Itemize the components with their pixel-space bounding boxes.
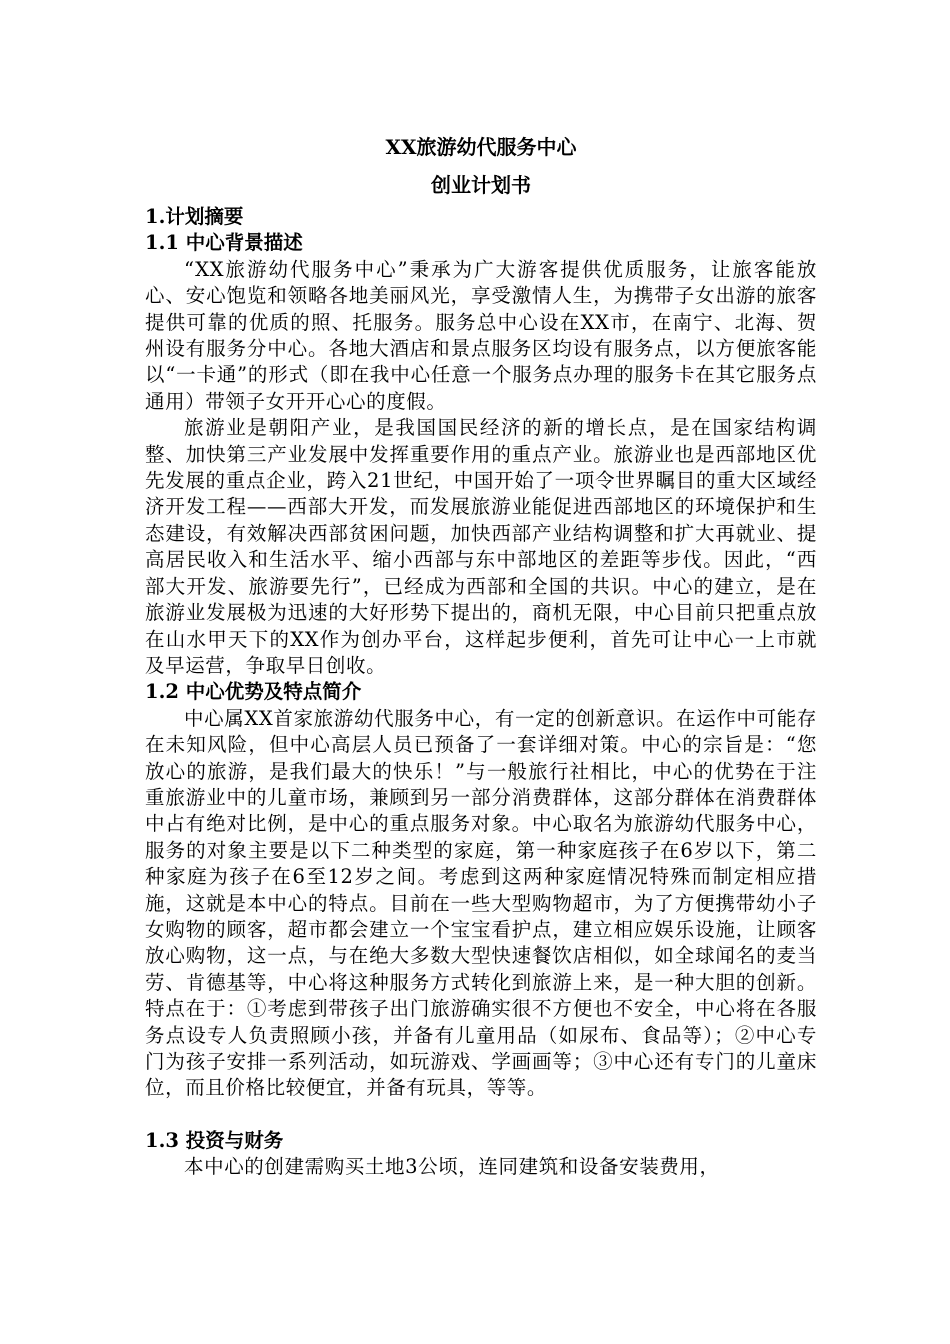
section-heading-advantages: 1.2 中心优势及特点简介 (145, 680, 362, 704)
section-heading-background: 1.1 中心背景描述 (145, 231, 303, 255)
section-heading-investment: 1.3 投资与财务 (145, 1128, 284, 1152)
document-title: XX旅游幼代服务中心 (385, 135, 577, 159)
paragraph-background-2: 旅游业是朝阳产业，是我国国民经济的新的增长点，是在国家结构调整、加快第三产业发展中发挥重要作用的重点产业。旅游业也是西部地区优先发展的重点企业，跨入21世纪，中国开始了一项令世界瞩目的重大区域经济开发工程——西部大开发，而发展旅游业能促进西部地区的环境保护和生态建设，有效解决西部贫困问题，加快西部产业结构调整和扩大再就业、提高居民收入和生活水平、缩小西部与东中部地区的差距等步伐。因此，“西部大开发、旅游要先行”，已经成为西部和全国的共识。中心的建立，是在旅游业发展极为迅速的大好形势下提出的，商机无限，中心目前只把重点放在山水甲天下的XX作为创办平台，这样起步便利，首先可让中心一上市就及早运营，争取早日创收。 (145, 416, 817, 677)
paragraph-investment: 本中心的创建需购买土地3公顷，连同建筑和设备安装费用， (184, 1155, 720, 1179)
document-body (145, 130, 817, 1181)
document-subtitle: 创业计划书 (431, 173, 531, 197)
blank-line (145, 1102, 817, 1128)
section-heading-plan-summary: 1.计划摘要 (145, 205, 244, 228)
paragraph-background-1: “XX旅游幼代服务中心”秉承为广大游客提供优质服务，让旅客能放心、安心饱览和领略各地美丽风光，享受激情人生，为携带子女出游的旅客提供可靠的优质的照、托服务。服务总中心设在XX市，在南宁、北海、贺州设有服务分中心。各地大酒店和景点服务区均设有服务点，以方便旅客能以“一卡通”的形式（即在我中心任意一个服务点办理的服务卡在其它服务点通用）带领子女开开心心的度假。 (145, 257, 817, 413)
paragraph-advantages: 中心属XX首家旅游幼代服务中心，有一定的创新意识。在运作中可能存在未知风险，但中心高层人员已预备了一套详细对策。中心的宗旨是：“您放心的旅游，是我们最大的快乐！”与一般旅行社相比，中心的优势在于注重旅游业中的儿童市场，兼顾到另一部分消费群体，这部分群体在消费群体中占有绝对比例，是中心的重点服务对象。中心取名为旅游幼代服务中心，服务的对象主要是以下二种类型的家庭，第一种家庭孩子在6岁以下，第二种家庭为孩子在6至12岁之间。考虑到这两种家庭情况特殊而制定相应措施，这就是本中心的特点。目前在一些大型购物超市，为了方便携带幼小子女购物的顾客，超市都会建立一个宝宝看护点，建立相应娱乐设施，让顾客放心购物，这一点，与在绝大多数大型快速餐饮店相似，如全球闻名的麦当劳、肯德基等，中心将这种服务方式转化到旅游上来，是一种大胆的创新。特点在于：①考虑到带孩子出门旅游确实很不方便也不安全，中心将在各服务点设专人负责照顾小孩，并备有儿童用品（如尿布、食品等）；②中心专门为孩子安排一系列活动，如玩游戏、学画画等；③中心还有专门的儿童床位，而且价格比较便宜，并备有玩具，等等。 (145, 706, 817, 1100)
